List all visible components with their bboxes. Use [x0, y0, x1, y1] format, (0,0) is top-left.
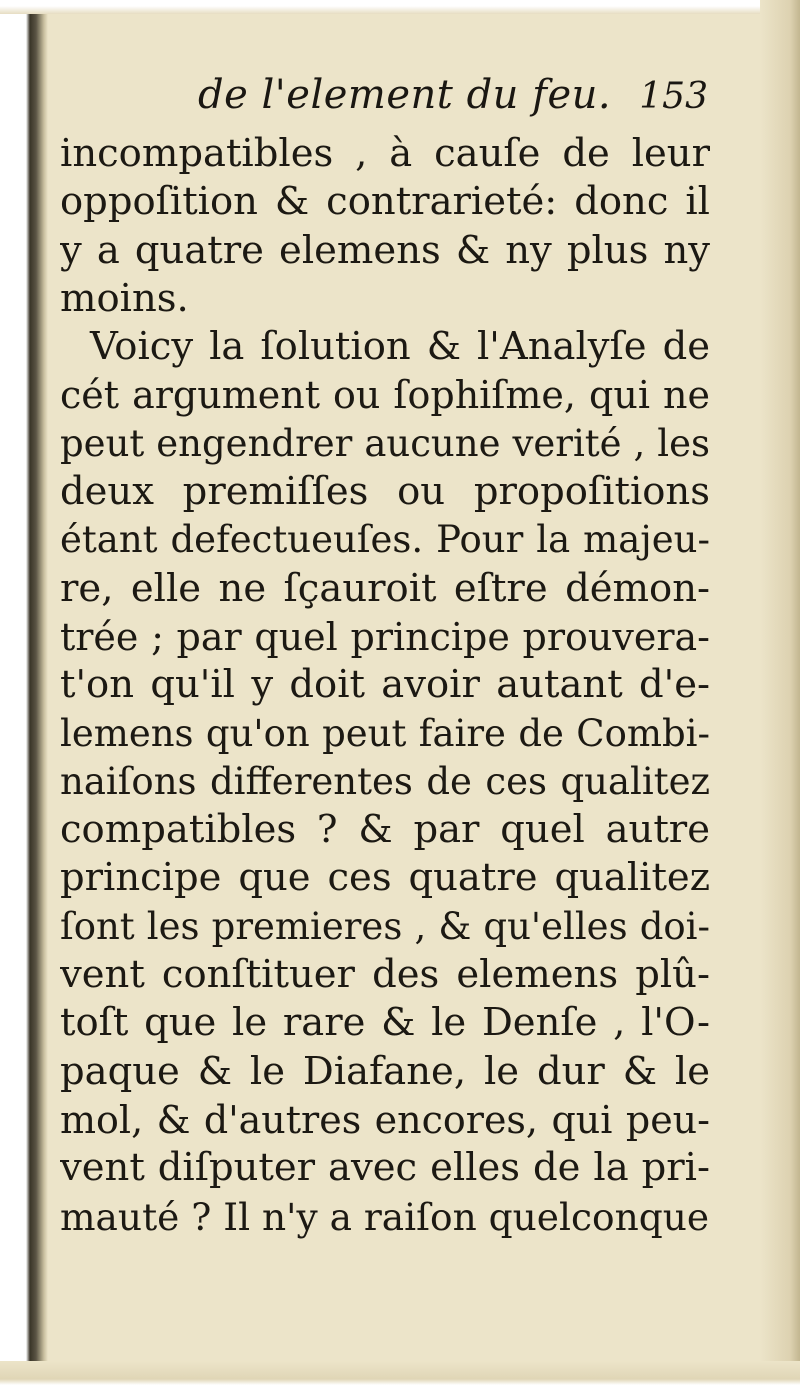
text-line: principe que ces quatre qualitez	[60, 855, 710, 901]
text-line: compatibles ? & par quel autre	[60, 807, 710, 853]
text-line: mol, & d'autres encores, qui peu-	[60, 1097, 710, 1142]
body-text	[60, 130, 710, 1241]
text-line: incompatibles , à cauſe de leur	[60, 131, 710, 176]
text-line: ſont les premieres , & qu'elles doi-	[60, 904, 710, 948]
text-line: paque & le Diafane, le dur & le	[60, 1048, 710, 1094]
text-line: trée ; par quel principe prouvera-	[60, 614, 710, 659]
text-line: deux premiſſes ou propoſitions	[60, 469, 710, 515]
text-line: y a quatre elemens & ny plus ny	[60, 227, 710, 273]
text-line: t'on qu'il y doit avoir autant d'e-	[60, 662, 710, 708]
page-right-edge	[760, 0, 800, 1385]
page-top-edge	[0, 0, 800, 14]
text-line: oppoſition & contrarieté: donc il	[60, 179, 710, 225]
binding-gutter	[0, 0, 48, 1385]
text-line: moins.	[60, 275, 189, 321]
text-line: re, elle ne ſçauroit eſtre démon-	[60, 565, 710, 611]
text-line: mauté ? Il n'y a raiſon quelconque	[60, 1194, 710, 1239]
text-line: vent conſtituer des elemens plû-	[60, 952, 710, 998]
page-bottom-edge	[0, 1361, 800, 1385]
running-title: de l'element du feu.	[198, 72, 612, 118]
text-line: vent diſputer avec elles de la pri-	[60, 1145, 710, 1191]
page-header	[60, 72, 710, 132]
text-line: cét argument ou ſophiſme, qui ne	[60, 373, 710, 418]
text-line: lemens qu'on peut faire de Combi-	[60, 711, 710, 755]
text-line: peut engendrer aucune verité , les	[60, 421, 710, 465]
text-line: toſt que le rare & le Denſe , l'O-	[60, 1000, 710, 1046]
text-line: naiſons differentes de ces qualitez	[60, 759, 710, 803]
page-number: 153	[639, 76, 708, 117]
text-line: Voicy la ſolution & l'Analyſe de	[90, 324, 710, 370]
text-line: étant defectueuſes. Pour la majeu-	[60, 518, 710, 562]
